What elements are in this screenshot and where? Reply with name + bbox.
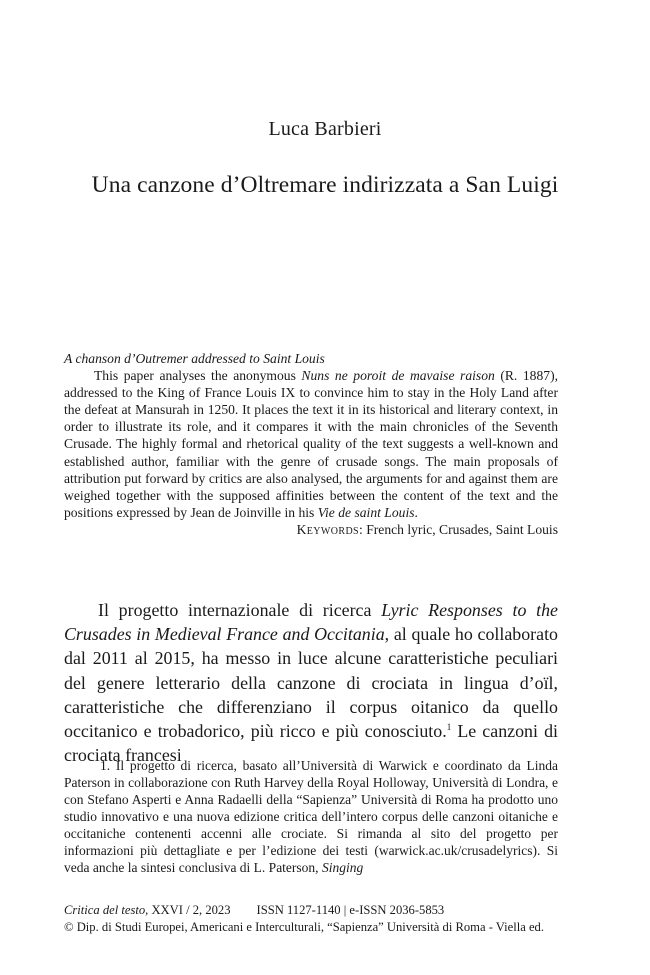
journal-issn: ISSN 1127-1140 | e-ISSN 2036-5853 [256,903,445,917]
footer-journal-line [64,902,564,919]
keywords-list: : French lyric, Crusades, Saint Louis [359,521,558,537]
footnote-text: 1. Il progetto di ricerca, basato all’Università di Warwick e coordinato da Linda Paterson in collaborazione con Ruth Harvey della Royal Holloway, Università di Londra, e con Stefano Asperti e Anna Radaelli della “Sapienza” Università di Roma ha prodotto uno studio innovativo e una nuova edizione critica dell’intero corpus delle canzoni oitaniche e occitaniche contenenti accenni alle crociate. Si rimanda al sito del progetto per informazioni più dettagliate e per l’edizione dei testi (warwick.ac.uk/crusadelyrics). Si veda anche la sintesi conclusiva di L. Paterson, [64,758,558,875]
footer-copyright: © Dip. di Studi Europei, Americani e Interculturali, “Sapienza” Università di Roma - Viella ed. [64,920,545,934]
main-text-part: , al quale ho collaborato dal 2011 al 2015, ha messo in luce alcune caratteristiche peculiari del genere letterario della canzone di crociata in lingua d’oïl, caratteristiche che differenziano il corpus oitanico da quello occitanico e trobadorico, più ricco e più conosciuto. [64,624,558,742]
abstract-section [64,350,558,538]
article-title: Una canzone d’Oltremare indirizzata a San Luigi [91,172,559,198]
page-footer [64,902,564,936]
project-title: Lyric Responses to the Crusades in Medieval France and Occitania [64,600,558,645]
abstract-body [64,367,558,521]
abstract-text-part: (R. 1887), addressed to the King of France Louis IX to convince him to stay in the Holy Land after the defeat at Mansurah in 1250. It places the text it in its historical and literary context, in order to illustrate its role, and it compares it with the main chronicles of the Seventh Crusade. The highly formal and rhetorical quality of the text suggests a well-known and established author, familiar with the genre of crusade songs. The main proposals of attribution put forward by critics are also analysed, the arguments for and against them are weighed together with the supposed affinities between the content of the text and the positions expressed by Jean de Joinville in his [64,368,558,520]
footnote-1 [64,757,558,876]
journal-name: Critica del testo [64,903,146,917]
keywords-label: Keywords [296,521,360,537]
keywords-line [64,521,558,538]
main-paragraph [64,598,558,767]
main-text-part: Il progetto internazionale di ricerca [98,600,382,620]
poem-title: Nuns ne poroit de mavaise raison [301,368,495,384]
footnote-reference[interactable]: 1 [446,722,452,733]
abstract-text-part: . [414,504,418,520]
main-text-part: Le canzoni di crociata francesi [64,721,558,766]
work-title: Vie de saint Louis [317,504,415,520]
abstract-heading: A chanson d’Outremer addressed to Saint Louis [64,351,325,366]
footnote-book-title: Singing [321,860,364,875]
journal-issue: , XXVI / 2, 2023 [145,903,231,917]
abstract-text-part: This paper analyses the anonymous [94,368,302,384]
author-name: Luca Barbieri [268,118,382,140]
